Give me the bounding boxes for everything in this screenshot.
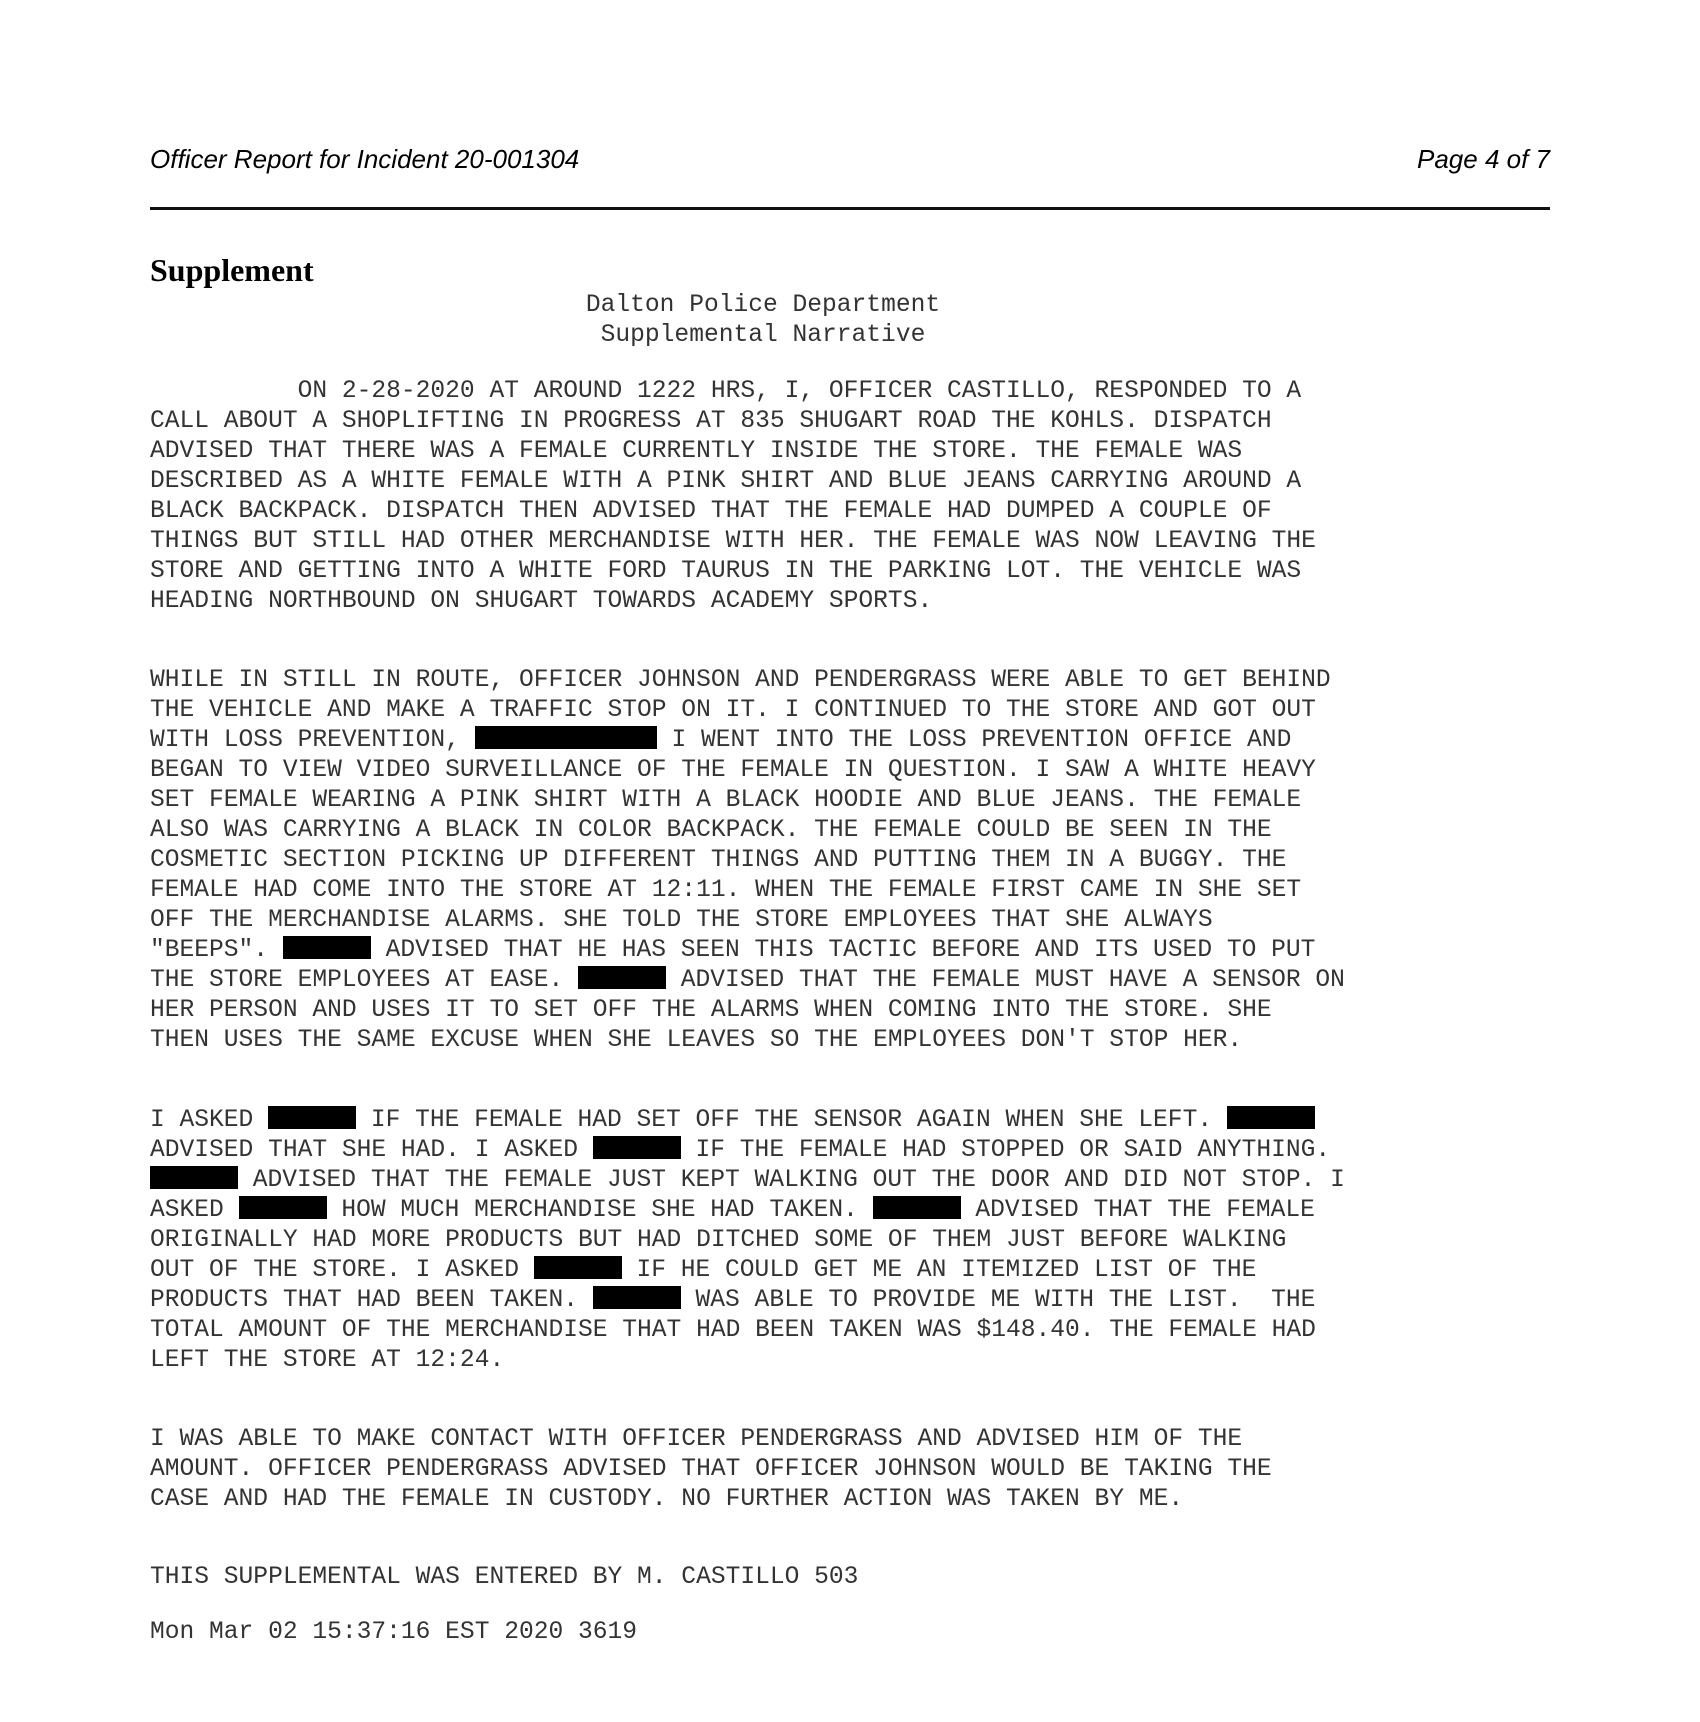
narrative-paragraph-3 bbox=[150, 1106, 1345, 1376]
narrative-paragraph-2 bbox=[150, 666, 1345, 1056]
narrative-text: CASE AND HAD THE FEMALE IN CUSTODY. NO FURTHER ACTION WAS TAKEN BY ME. bbox=[150, 1486, 1184, 1513]
redaction-box bbox=[873, 1196, 961, 1219]
narrative-text: WAS ABLE TO PROVIDE ME WITH THE LIST. THE bbox=[680, 1287, 1316, 1314]
narrative-text: BEGAN TO VIEW VIDEO SURVEILLANCE OF THE FEMALE IN QUESTION. I SAW A WHITE HEAVY bbox=[150, 757, 1316, 784]
report-title: Officer Report for Incident 20-001304 bbox=[150, 144, 580, 174]
narrative-line bbox=[150, 786, 1345, 816]
narrative-line bbox=[150, 1106, 1345, 1136]
narrative-line bbox=[150, 557, 1316, 587]
narrative-text: IF HE COULD GET ME AN ITEMIZED LIST OF THE bbox=[621, 1257, 1257, 1284]
narrative-paragraph-4 bbox=[150, 1425, 1272, 1515]
narrative-line bbox=[150, 1196, 1345, 1226]
redaction-box bbox=[239, 1196, 327, 1219]
narrative-line bbox=[150, 726, 1345, 756]
narrative-text: IF THE FEMALE HAD SET OFF THE SENSOR AGAIN WHEN SHE LEFT. bbox=[356, 1107, 1227, 1134]
narrative-line bbox=[150, 936, 1345, 966]
narrative-text: THE STORE EMPLOYEES AT EASE. bbox=[150, 967, 579, 994]
narrative-line bbox=[150, 377, 1316, 407]
narrative-line bbox=[150, 407, 1316, 437]
narrative-text: THEN USES THE SAME EXCUSE WHEN SHE LEAVES SO THE EMPLOYEES DON'T STOP HER. bbox=[150, 1027, 1243, 1054]
section-title: Supplement bbox=[150, 252, 314, 288]
narrative-subtitle: Supplemental Narrative bbox=[600, 322, 926, 349]
redaction-box bbox=[150, 1166, 238, 1189]
narrative-text: IF THE FEMALE HAD STOPPED OR SAID ANYTHING. bbox=[680, 1137, 1331, 1164]
narrative-text: ADVISED THAT THE FEMALE bbox=[960, 1197, 1315, 1224]
narrative-text: LEFT THE STORE AT 12:24. bbox=[150, 1347, 505, 1374]
narrative-text: COSMETIC SECTION PICKING UP DIFFERENT THINGS AND PUTTING THEM IN A BUGGY. THE bbox=[150, 847, 1287, 874]
narrative-text: SET FEMALE WEARING A PINK SHIRT WITH A BLACK HOODIE AND BLUE JEANS. THE FEMALE bbox=[150, 787, 1302, 814]
redaction-box bbox=[475, 726, 657, 749]
narrative-text: "BEEPS". bbox=[150, 937, 283, 964]
narrative-line bbox=[150, 1485, 1272, 1515]
narrative-text: ADVISED THAT HE HAS SEEN THIS TACTIC BEFORE AND ITS USED TO PUT bbox=[370, 937, 1316, 964]
narrative-text: I WAS ABLE TO MAKE CONTACT WITH OFFICER PENDERGRASS AND ADVISED HIM OF THE bbox=[150, 1426, 1243, 1453]
narrative-line bbox=[150, 497, 1316, 527]
narrative-text: I ASKED bbox=[150, 1107, 269, 1134]
narrative-line bbox=[150, 1346, 1345, 1376]
narrative-text: ASKED bbox=[150, 1197, 239, 1224]
narrative-line bbox=[150, 1136, 1345, 1166]
narrative-text: WHILE IN STILL IN ROUTE, OFFICER JOHNSON AND PENDERGRASS WERE ABLE TO GET BEHIND bbox=[150, 667, 1331, 694]
narrative-line bbox=[150, 467, 1316, 497]
narrative-line bbox=[150, 906, 1345, 936]
narrative-line bbox=[150, 696, 1345, 726]
narrative-line bbox=[150, 1226, 1345, 1256]
narrative-text: OUT OF THE STORE. I ASKED bbox=[150, 1257, 534, 1284]
narrative-line bbox=[150, 527, 1316, 557]
narrative-text: STORE AND GETTING INTO A WHITE FORD TAURUS IN THE PARKING LOT. THE VEHICLE WAS bbox=[150, 558, 1302, 585]
redaction-box bbox=[593, 1286, 681, 1309]
narrative-text: CALL ABOUT A SHOPLIFTING IN PROGRESS AT 835 SHUGART ROAD THE KOHLS. DISPATCH bbox=[150, 408, 1272, 435]
narrative-text: ON 2-28-2020 AT AROUND 1222 HRS, I, OFFICER CASTILLO, RESPONDED TO A bbox=[150, 378, 1302, 405]
narrative-line bbox=[150, 437, 1316, 467]
narrative-line bbox=[150, 1316, 1345, 1346]
narrative-line bbox=[150, 756, 1345, 786]
narrative-text: THINGS BUT STILL HAD OTHER MERCHANDISE WITH HER. THE FEMALE WAS NOW LEAVING THE bbox=[150, 528, 1316, 555]
narrative-text: ADVISED THAT THE FEMALE MUST HAVE A SENSOR ON bbox=[666, 967, 1345, 994]
narrative-text: WITH LOSS PREVENTION, bbox=[150, 727, 475, 754]
narrative-text: BLACK BACKPACK. DISPATCH THEN ADVISED THAT THE FEMALE HAD DUMPED A COUPLE OF bbox=[150, 498, 1272, 525]
narrative-line bbox=[150, 666, 1345, 696]
narrative-text: ADVISED THAT SHE HAD. I ASKED bbox=[150, 1137, 593, 1164]
narrative-line bbox=[150, 587, 1316, 617]
narrative-line bbox=[150, 876, 1345, 906]
entered-by-line: THIS SUPPLEMENTAL WAS ENTERED BY M. CASTILLO 503 bbox=[150, 1564, 859, 1591]
narrative-line bbox=[150, 996, 1345, 1026]
narrative-text: ADVISED THAT THE FEMALE JUST KEPT WALKING OUT THE DOOR AND DID NOT STOP. I bbox=[238, 1167, 1345, 1194]
narrative-text: ALSO WAS CARRYING A BLACK IN COLOR BACKPACK. THE FEMALE COULD BE SEEN IN THE bbox=[150, 817, 1272, 844]
redaction-box bbox=[593, 1136, 681, 1159]
narrative-line bbox=[150, 1286, 1345, 1316]
narrative-line bbox=[150, 1026, 1345, 1056]
narrative-text: HEADING NORTHBOUND ON SHUGART TOWARDS ACADEMY SPORTS. bbox=[150, 588, 933, 615]
narrative-text: PRODUCTS THAT HAD BEEN TAKEN. bbox=[150, 1287, 593, 1314]
narrative-text: HOW MUCH MERCHANDISE SHE HAD TAKEN. bbox=[326, 1197, 873, 1224]
narrative-text: HER PERSON AND USES IT TO SET OFF THE ALARMS WHEN COMING INTO THE STORE. SHE bbox=[150, 997, 1272, 1024]
narrative-text: FEMALE HAD COME INTO THE STORE AT 12:11. WHEN THE FEMALE FIRST CAME IN SHE SET bbox=[150, 877, 1302, 904]
narrative-text: I WENT INTO THE LOSS PREVENTION OFFICE AND bbox=[656, 727, 1292, 754]
narrative-line bbox=[150, 1166, 1345, 1196]
narrative-text: ADVISED THAT THERE WAS A FEMALE CURRENTLY INSIDE THE STORE. THE FEMALE WAS bbox=[150, 438, 1243, 465]
department-name: Dalton Police Department bbox=[585, 292, 941, 319]
narrative-text: TOTAL AMOUNT OF THE MERCHANDISE THAT HAD BEEN TAKEN WAS $148.40. THE FEMALE HAD bbox=[150, 1317, 1316, 1344]
narrative-text: AMOUNT. OFFICER PENDERGRASS ADVISED THAT OFFICER JOHNSON WOULD BE TAKING THE bbox=[150, 1456, 1272, 1483]
redaction-box bbox=[1227, 1106, 1315, 1129]
page-indicator: Page 4 of 7 bbox=[1417, 144, 1550, 174]
narrative-text: DESCRIBED AS A WHITE FEMALE WITH A PINK SHIRT AND BLUE JEANS CARRYING AROUND A bbox=[150, 468, 1302, 495]
narrative-paragraph-1 bbox=[150, 377, 1316, 617]
narrative-line bbox=[150, 966, 1345, 996]
entry-timestamp: Mon Mar 02 15:37:16 EST 2020 3619 bbox=[150, 1619, 638, 1646]
narrative-line bbox=[150, 1256, 1345, 1286]
redaction-box bbox=[534, 1256, 622, 1279]
narrative-text: THE VEHICLE AND MAKE A TRAFFIC STOP ON IT. I CONTINUED TO THE STORE AND GOT OUT bbox=[150, 697, 1316, 724]
narrative-line bbox=[150, 1425, 1272, 1455]
narrative-line bbox=[150, 1455, 1272, 1485]
narrative-line bbox=[150, 846, 1345, 876]
narrative-text: OFF THE MERCHANDISE ALARMS. SHE TOLD THE STORE EMPLOYEES THAT SHE ALWAYS bbox=[150, 907, 1213, 934]
narrative-text: ORIGINALLY HAD MORE PRODUCTS BUT HAD DITCHED SOME OF THEM JUST BEFORE WALKING bbox=[150, 1227, 1287, 1254]
redaction-box bbox=[268, 1106, 356, 1129]
header-divider bbox=[150, 207, 1550, 210]
redaction-box bbox=[283, 936, 371, 959]
redaction-box bbox=[578, 966, 666, 989]
narrative-line bbox=[150, 816, 1345, 846]
